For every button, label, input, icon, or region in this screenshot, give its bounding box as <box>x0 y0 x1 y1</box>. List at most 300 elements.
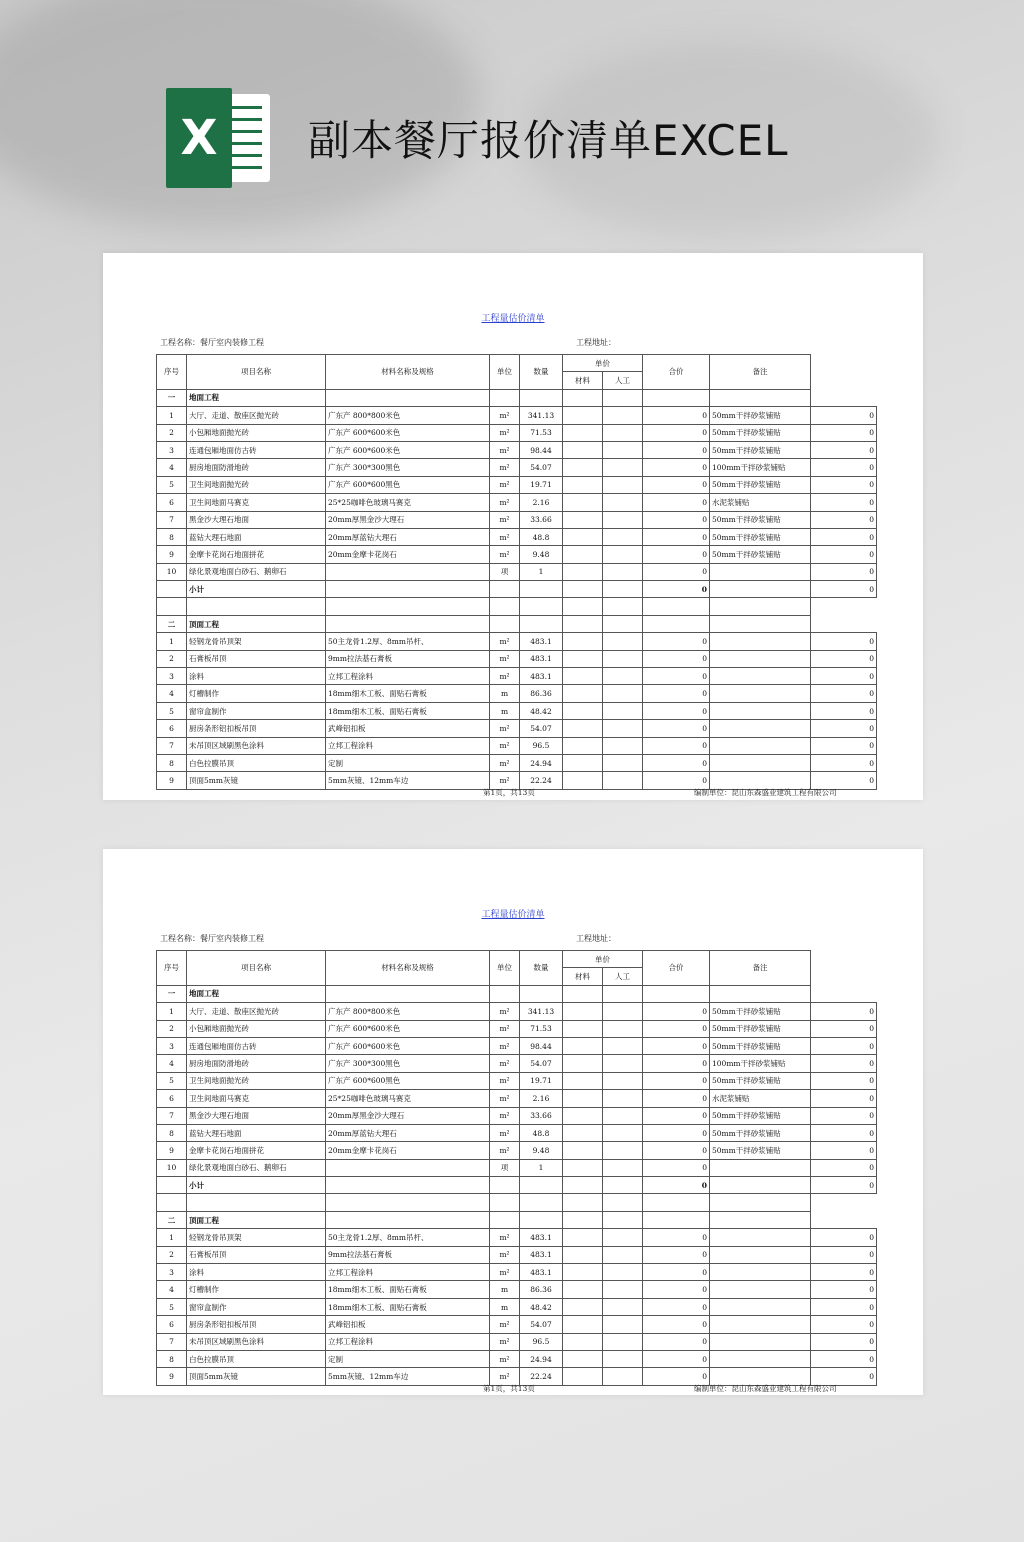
item-name: 蓝钻大理石地面 <box>187 528 326 545</box>
item-material: 20mm厚蓝钻大理石 <box>326 528 490 545</box>
item-material-price <box>563 1316 603 1333</box>
item-name: 连通包厢地面仿古砖 <box>187 441 326 458</box>
item-material-price <box>563 476 603 493</box>
item-material-price <box>563 702 603 719</box>
empty-cell <box>811 389 877 406</box>
item-quantity: 71.53 <box>520 1020 563 1037</box>
item-material: 25*25咖啡色玻璃马赛克 <box>326 494 490 511</box>
header-remark: 备注 <box>710 355 811 390</box>
item-material-price <box>563 720 603 737</box>
item-remark <box>710 1333 811 1350</box>
item-material: 广东产 600*600黑色 <box>326 476 490 493</box>
table-cell <box>520 598 563 615</box>
item-extra-value: 0 <box>811 668 877 685</box>
header-unit-price: 单价 <box>563 951 643 968</box>
item-total: 0 <box>643 1350 710 1367</box>
item-unit: m² <box>490 1090 520 1107</box>
item-unit: m² <box>490 1264 520 1281</box>
item-name: 石膏板吊顶 <box>187 650 326 667</box>
item-labor-price <box>603 563 643 580</box>
item-material-price <box>563 1229 603 1246</box>
table-cell <box>643 615 710 632</box>
subtotal-total: 0 <box>643 1177 710 1194</box>
item-material: 立邦工程涂料 <box>326 668 490 685</box>
item-extra-value: 0 <box>811 650 877 667</box>
item-material-price <box>563 407 603 424</box>
header-qty: 数量 <box>520 355 563 390</box>
item-name: 顶面5mm灰镜 <box>187 772 326 789</box>
item-material-price <box>563 511 603 528</box>
item-material: 9mm拉法基石膏板 <box>326 1246 490 1263</box>
table-cell <box>563 985 603 1002</box>
table-cell <box>490 1194 520 1211</box>
item-name: 卫生间地面马赛克 <box>187 494 326 511</box>
row-number: 5 <box>157 476 187 493</box>
item-unit: m² <box>490 441 520 458</box>
section-row <box>157 985 877 1002</box>
sheet-preview-1 <box>103 253 923 800</box>
item-name: 金摩卡花岗石地面拼花 <box>187 546 326 563</box>
item-quantity: 54.07 <box>520 1316 563 1333</box>
table-cell <box>520 1177 563 1194</box>
item-quantity: 19.71 <box>520 1072 563 1089</box>
item-total: 0 <box>643 650 710 667</box>
item-material: 立邦工程涂料 <box>326 1333 490 1350</box>
subtotal-label: 小计 <box>187 581 326 598</box>
table-cell <box>643 985 710 1002</box>
item-remark: 50mm干拌砂浆铺贴 <box>710 441 811 458</box>
table-cell <box>326 598 490 615</box>
item-name: 大厅、走道、散座区抛光砖 <box>187 1003 326 1020</box>
item-labor-price <box>603 407 643 424</box>
subtotal-label: 小计 <box>187 1177 326 1194</box>
subtotal-row <box>157 1177 877 1194</box>
table-cell <box>643 1211 710 1228</box>
item-quantity: 86.36 <box>520 1281 563 1298</box>
item-total: 0 <box>643 1229 710 1246</box>
item-unit: m² <box>490 668 520 685</box>
item-total: 0 <box>643 494 710 511</box>
item-name: 小包厢地面抛光砖 <box>187 1020 326 1037</box>
item-total: 0 <box>643 668 710 685</box>
table-row <box>157 1350 877 1367</box>
page-number: 第1页，共13页 <box>483 1384 535 1393</box>
item-extra-value: 0 <box>811 702 877 719</box>
item-quantity: 48.8 <box>520 1124 563 1141</box>
table-row <box>157 1124 877 1141</box>
item-extra-value: 0 <box>811 1090 877 1107</box>
quote-table <box>156 354 877 790</box>
section-number: 二 <box>157 1211 187 1228</box>
item-total: 0 <box>643 754 710 771</box>
item-material-price <box>563 1055 603 1072</box>
item-extra-value: 0 <box>811 1298 877 1315</box>
item-quantity: 9.48 <box>520 1142 563 1159</box>
item-remark: 50mm干拌砂浆铺贴 <box>710 1003 811 1020</box>
table-cell <box>603 985 643 1002</box>
section-title: 顶面工程 <box>187 615 326 632</box>
row-number: 6 <box>157 1316 187 1333</box>
item-extra-value: 0 <box>811 1003 877 1020</box>
row-number: 1 <box>157 633 187 650</box>
item-total: 0 <box>643 1020 710 1037</box>
section-number: 二 <box>157 615 187 632</box>
item-material-price <box>563 1020 603 1037</box>
row-number: 2 <box>157 1246 187 1263</box>
header-labor: 人工 <box>603 372 643 389</box>
item-extra-value: 0 <box>811 1159 877 1176</box>
item-labor-price <box>603 685 643 702</box>
item-labor-price <box>603 528 643 545</box>
item-quantity: 98.44 <box>520 441 563 458</box>
item-quantity: 483.1 <box>520 650 563 667</box>
row-number: 8 <box>157 754 187 771</box>
table-cell <box>490 985 520 1002</box>
table-cell <box>520 615 563 632</box>
table-cell <box>326 1177 490 1194</box>
item-name: 轻钢龙骨吊顶架 <box>187 1229 326 1246</box>
item-extra-value: 0 <box>811 1020 877 1037</box>
item-material-price <box>563 1090 603 1107</box>
item-unit: m² <box>490 1350 520 1367</box>
item-extra-value: 0 <box>811 1281 877 1298</box>
project-address: 工程地址： <box>576 934 616 943</box>
item-material: 广东产 600*600米色 <box>326 424 490 441</box>
item-remark: 100mm干拌砂浆铺贴 <box>710 1055 811 1072</box>
item-remark: 50mm干拌砂浆铺贴 <box>710 424 811 441</box>
table-cell <box>157 598 187 615</box>
table-cell <box>490 615 520 632</box>
item-unit: m² <box>490 1333 520 1350</box>
table-row <box>157 563 877 580</box>
item-extra-value: 0 <box>811 1316 877 1333</box>
item-total: 0 <box>643 1298 710 1315</box>
empty-cell <box>811 1211 877 1228</box>
item-extra-value: 0 <box>811 1072 877 1089</box>
table-cell <box>710 389 811 406</box>
header-remark: 备注 <box>710 951 811 986</box>
item-material: 广东产 800*800米色 <box>326 407 490 424</box>
section-title: 地面工程 <box>187 985 326 1002</box>
table-cell <box>490 598 520 615</box>
item-total: 0 <box>643 476 710 493</box>
table-row <box>157 1264 877 1281</box>
table-cell <box>643 598 710 615</box>
row-number: 8 <box>157 1124 187 1141</box>
item-labor-price <box>603 1107 643 1124</box>
item-quantity: 341.13 <box>520 1003 563 1020</box>
section-row <box>157 389 877 406</box>
item-material: 5mm灰镜、12mm车边 <box>326 1368 490 1385</box>
item-extra-value: 0 <box>811 685 877 702</box>
header-row <box>157 951 877 968</box>
table-cell <box>157 581 187 598</box>
table-cell <box>563 1211 603 1228</box>
table-cell <box>326 1211 490 1228</box>
table-cell <box>326 615 490 632</box>
item-unit: m² <box>490 1368 520 1385</box>
item-name: 黑金沙大理石地面 <box>187 1107 326 1124</box>
item-material-price <box>563 1368 603 1385</box>
table-cell <box>490 1177 520 1194</box>
item-total: 0 <box>643 772 710 789</box>
table-cell <box>603 1177 643 1194</box>
item-total: 0 <box>643 1124 710 1141</box>
table-cell <box>490 389 520 406</box>
item-material: 广东产 600*600米色 <box>326 1020 490 1037</box>
header-material: 材料名称及规格 <box>326 951 490 986</box>
item-extra-value: 0 <box>811 424 877 441</box>
company-label: 编制单位：昆山东森盛业建筑工程有限公司 <box>694 788 837 797</box>
item-quantity: 98.44 <box>520 1037 563 1054</box>
item-unit: m² <box>490 1055 520 1072</box>
item-total: 0 <box>643 511 710 528</box>
row-number: 4 <box>157 1281 187 1298</box>
item-quantity: 54.07 <box>520 720 563 737</box>
row-number: 3 <box>157 668 187 685</box>
table-row <box>157 1159 877 1176</box>
item-extra-value: 0 <box>811 511 877 528</box>
item-total: 0 <box>643 528 710 545</box>
item-material-price <box>563 424 603 441</box>
blank-row <box>157 1194 877 1211</box>
item-quantity: 54.07 <box>520 1055 563 1072</box>
header-unit-price: 单价 <box>563 355 643 372</box>
item-labor-price <box>603 459 643 476</box>
item-unit: m² <box>490 650 520 667</box>
empty-cell <box>811 1194 877 1211</box>
table-row <box>157 407 877 424</box>
item-quantity: 86.36 <box>520 685 563 702</box>
item-quantity: 9.48 <box>520 546 563 563</box>
header-material-price: 材料 <box>563 968 603 985</box>
item-quantity: 48.42 <box>520 1298 563 1315</box>
item-labor-price <box>603 1264 643 1281</box>
item-quantity: 24.94 <box>520 1350 563 1367</box>
table-cell <box>326 985 490 1002</box>
item-name: 厨房条形铝扣板吊顶 <box>187 1316 326 1333</box>
item-material-price <box>563 563 603 580</box>
item-name: 未吊顶区域刷黑色涂料 <box>187 1333 326 1350</box>
row-number: 1 <box>157 1003 187 1020</box>
item-extra-value: 0 <box>811 1246 877 1263</box>
item-unit: m² <box>490 494 520 511</box>
page-title: 副本餐厅报价清单EXCEL <box>308 116 789 165</box>
table-row <box>157 1298 877 1315</box>
item-material-price <box>563 1107 603 1124</box>
item-material: 50主龙骨1.2厚、8mm吊杆、 <box>326 1229 490 1246</box>
item-material-price <box>563 528 603 545</box>
item-unit: m² <box>490 1072 520 1089</box>
section-title: 地面工程 <box>187 389 326 406</box>
table-cell <box>520 389 563 406</box>
item-unit: m <box>490 1281 520 1298</box>
item-total: 0 <box>643 441 710 458</box>
table-row <box>157 1246 877 1263</box>
item-total: 0 <box>643 1072 710 1089</box>
item-total: 0 <box>643 1037 710 1054</box>
header-total: 合价 <box>643 355 710 390</box>
item-name: 白色拉膜吊顶 <box>187 754 326 771</box>
table-cell <box>490 581 520 598</box>
item-name: 卫生间地面马赛克 <box>187 1090 326 1107</box>
item-labor-price <box>603 1090 643 1107</box>
table-cell <box>710 1194 811 1211</box>
table-row <box>157 754 877 771</box>
company-label: 编制单位：昆山东森盛业建筑工程有限公司 <box>694 1384 837 1393</box>
item-material: 定制 <box>326 1350 490 1367</box>
item-extra-value: 0 <box>811 1142 877 1159</box>
item-material: 18mm细木工板、面贴石膏板 <box>326 702 490 719</box>
item-name: 涂料 <box>187 668 326 685</box>
item-remark <box>710 668 811 685</box>
section-row <box>157 1211 877 1228</box>
table-cell <box>563 389 603 406</box>
item-quantity: 483.1 <box>520 668 563 685</box>
table-row <box>157 1020 877 1037</box>
item-extra-value: 0 <box>811 563 877 580</box>
item-labor-price <box>603 1142 643 1159</box>
item-unit: m² <box>490 1003 520 1020</box>
header-total: 合价 <box>643 951 710 986</box>
item-total: 0 <box>643 563 710 580</box>
row-number: 10 <box>157 1159 187 1176</box>
header-material: 材料名称及规格 <box>326 355 490 390</box>
item-unit: m² <box>490 1107 520 1124</box>
item-remark <box>710 1264 811 1281</box>
item-name: 窗帘盒制作 <box>187 702 326 719</box>
item-material-price <box>563 1333 603 1350</box>
item-labor-price <box>603 1037 643 1054</box>
row-number: 8 <box>157 1350 187 1367</box>
item-material-price <box>563 459 603 476</box>
subtotal-total: 0 <box>643 581 710 598</box>
table-row <box>157 650 877 667</box>
item-labor-price <box>603 650 643 667</box>
item-unit: m² <box>490 720 520 737</box>
item-quantity: 48.42 <box>520 702 563 719</box>
item-name: 灯槽制作 <box>187 685 326 702</box>
item-extra-value: 0 <box>811 1107 877 1124</box>
item-material-price <box>563 1264 603 1281</box>
project-address: 工程地址： <box>576 338 616 347</box>
project-name: 工程名称：餐厅室内装修工程 <box>160 934 264 943</box>
table-cell <box>563 1177 603 1194</box>
item-extra-value: 0 <box>811 772 877 789</box>
row-number: 1 <box>157 1229 187 1246</box>
item-labor-price <box>603 1020 643 1037</box>
table-row <box>157 702 877 719</box>
header-row <box>157 355 877 372</box>
item-total: 0 <box>643 407 710 424</box>
item-remark: 50mm干拌砂浆铺贴 <box>710 546 811 563</box>
item-remark <box>710 563 811 580</box>
table-cell <box>157 1194 187 1211</box>
item-extra-value: 0 <box>811 459 877 476</box>
table-cell <box>520 1211 563 1228</box>
item-extra-value: 0 <box>811 720 877 737</box>
row-number: 4 <box>157 459 187 476</box>
item-extra-value: 0 <box>811 546 877 563</box>
item-total: 0 <box>643 1142 710 1159</box>
item-name: 轻钢龙骨吊顶架 <box>187 633 326 650</box>
item-labor-price <box>603 546 643 563</box>
item-unit: m² <box>490 1246 520 1263</box>
item-labor-price <box>603 1003 643 1020</box>
item-name: 卫生间地面抛光砖 <box>187 1072 326 1089</box>
item-labor-price <box>603 1281 643 1298</box>
item-labor-price <box>603 1055 643 1072</box>
row-number: 3 <box>157 441 187 458</box>
table-cell <box>710 1177 811 1194</box>
row-number: 2 <box>157 1020 187 1037</box>
item-extra-value: 0 <box>811 407 877 424</box>
item-remark: 50mm干拌砂浆铺贴 <box>710 1142 811 1159</box>
row-number: 5 <box>157 1298 187 1315</box>
table-cell <box>603 581 643 598</box>
subtotal-extra-value: 0 <box>811 1177 877 1194</box>
item-unit: m² <box>490 1037 520 1054</box>
item-material-price <box>563 633 603 650</box>
item-material: 20mm金摩卡花岗石 <box>326 546 490 563</box>
item-extra-value: 0 <box>811 528 877 545</box>
item-quantity: 54.07 <box>520 459 563 476</box>
item-unit: m <box>490 1298 520 1315</box>
item-quantity: 71.53 <box>520 424 563 441</box>
table-cell <box>563 615 603 632</box>
item-unit: m² <box>490 476 520 493</box>
item-name: 白色拉膜吊顶 <box>187 1350 326 1367</box>
item-material: 9mm拉法基石膏板 <box>326 650 490 667</box>
item-material-price <box>563 1003 603 1020</box>
item-total: 0 <box>643 424 710 441</box>
subtotal-extra-value: 0 <box>811 581 877 598</box>
item-labor-price <box>603 1316 643 1333</box>
item-material-price <box>563 546 603 563</box>
item-remark <box>710 685 811 702</box>
row-number: 9 <box>157 1368 187 1385</box>
item-material-price <box>563 772 603 789</box>
item-quantity: 96.5 <box>520 737 563 754</box>
item-material-price <box>563 737 603 754</box>
item-extra-value: 0 <box>811 1037 877 1054</box>
item-remark: 50mm干拌砂浆铺贴 <box>710 476 811 493</box>
table-cell <box>603 615 643 632</box>
item-material: 广东产 600*600米色 <box>326 441 490 458</box>
item-material: 18mm细木工板、面贴石膏板 <box>326 1298 490 1315</box>
item-total: 0 <box>643 1055 710 1072</box>
item-total: 0 <box>643 459 710 476</box>
item-remark <box>710 1229 811 1246</box>
row-number: 7 <box>157 1333 187 1350</box>
item-material-price <box>563 668 603 685</box>
item-remark: 100mm干拌砂浆铺贴 <box>710 459 811 476</box>
item-name: 厨房地面防滑地砖 <box>187 459 326 476</box>
item-name: 石膏板吊顶 <box>187 1246 326 1263</box>
item-name: 厨房地面防滑地砖 <box>187 1055 326 1072</box>
item-labor-price <box>603 441 643 458</box>
item-total: 0 <box>643 1316 710 1333</box>
item-unit: m² <box>490 1020 520 1037</box>
table-cell <box>187 598 326 615</box>
item-material: 20mm厚蓝钻大理石 <box>326 1124 490 1141</box>
item-unit: m² <box>490 1229 520 1246</box>
row-number: 3 <box>157 1037 187 1054</box>
item-extra-value: 0 <box>811 1368 877 1385</box>
item-material-price <box>563 1350 603 1367</box>
row-number: 6 <box>157 1090 187 1107</box>
item-material: 20mm金摩卡花岗石 <box>326 1142 490 1159</box>
